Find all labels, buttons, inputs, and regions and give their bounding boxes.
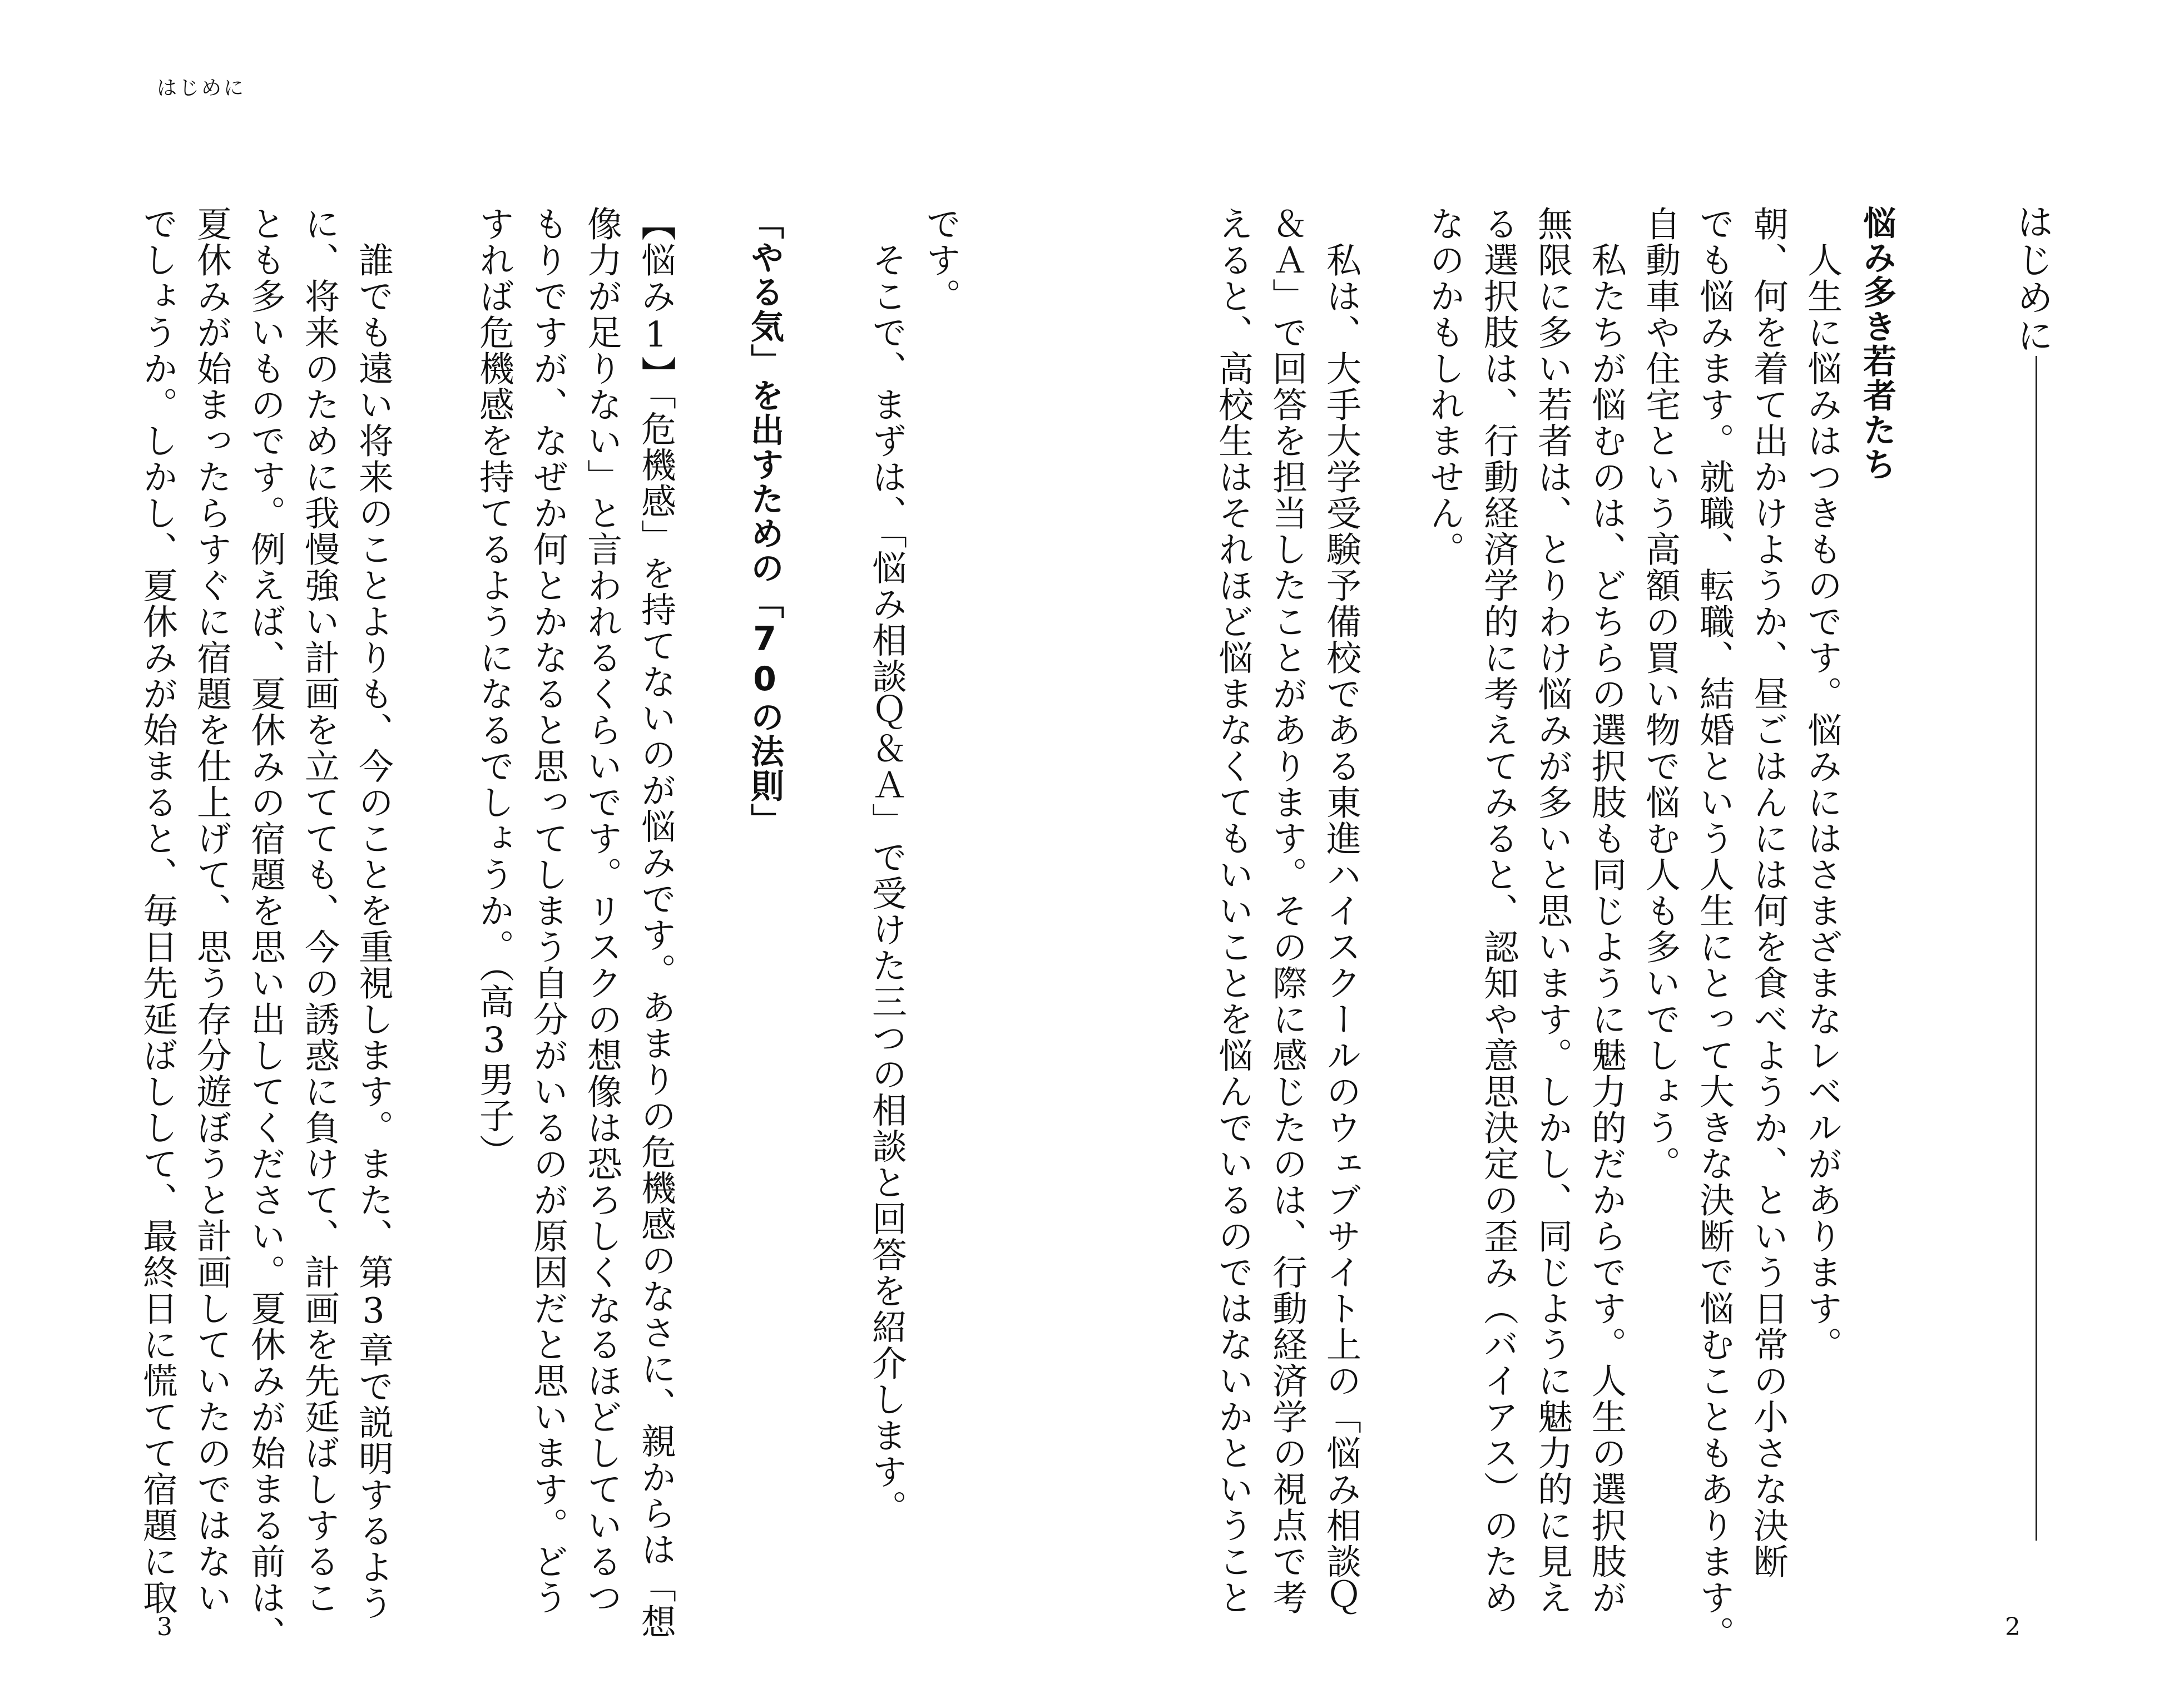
body-line: る選択肢は、行動経済学的に考えてみると、認知や意思決定の歪み（バイアス）のため bbox=[1478, 206, 1519, 1616]
section-heading: 「やる気」を出すための「70の法則」 bbox=[745, 206, 784, 838]
body-line: 人生に悩みはつきものです。悩みにはさまざまなレベルがあります。 bbox=[1802, 206, 1843, 1363]
answer-line: とも多いものです。例えば、夏休みの宿題を思い出してください。夏休みが始まる前は、 bbox=[245, 206, 286, 1652]
body-line: 私は、大手大学受験予備校である東進ハイスクールのウェブサイト上の「悩み相談Ｑ bbox=[1321, 206, 1361, 1616]
body-line: ＆Ａ」で回答を担当したことがあります。その際に感じたのは、行動経済学の視点で考 bbox=[1267, 206, 1308, 1616]
section-heading: 悩み多き若者たち bbox=[1858, 206, 1896, 482]
answer-line: 夏休みが始まったらすぐに宿題を仕上げて、思う存分遊ぼうと計画していたのではない bbox=[191, 206, 232, 1616]
question-line: もりですが、なぜか何とかなると思ってしまう自分がいるのが原因だと思います。どう bbox=[528, 206, 568, 1616]
body-line: 自動車や住宅という高額の買い物で悩む人も多いでしょう。 bbox=[1640, 206, 1681, 1182]
body-line: 私たちが悩むのは、どちらの選択肢も同じように魅力的だからです。人生の選択肢が bbox=[1586, 206, 1627, 1616]
page-number-left: 3 bbox=[157, 1613, 172, 1641]
body-line: えると、高校生はそれほど悩まなくてもいいことを悩んでいるのではないかということ bbox=[1213, 206, 1254, 1616]
body-line: 無限に多い若者は、とりわけ悩みが多いと思います。しかし、同じように魅力的に見え bbox=[1532, 206, 1573, 1616]
answer-line: に、将来のために我慢強い計画を立てても、今の誘惑に負けて、計画を先延ばしするこ bbox=[299, 206, 340, 1616]
question-line: 【悩み1】「危機感」を持てないのが悩みです。あまりの危機感のなさに、親からは「想 bbox=[636, 206, 676, 1640]
page-number-right: 2 bbox=[2005, 1613, 2021, 1641]
body-line: です。 bbox=[920, 206, 961, 314]
question-line: すれば危機感を持てるようになるでしょうか。（高3男子） bbox=[474, 206, 514, 1170]
body-line: なのかもしれません。 bbox=[1424, 206, 1465, 567]
running-head: はじめに bbox=[157, 77, 246, 100]
answer-line: でしょうか。しかし、夏休みが始まると、毎日先延ばしして、最終日に慌てて宿題に取 bbox=[137, 206, 178, 1616]
answer-line: 誰でも遠い将来のことよりも、今のことを重視します。また、第3章で説明するよう bbox=[353, 206, 394, 1621]
chapter-title: はじめに bbox=[2010, 203, 2053, 354]
body-line: 朝、何を着て出かけようか、昼ごはんには何を食べようか、という日常の小さな決断 bbox=[1748, 206, 1789, 1580]
body-line: でも悩みます。就職、転職、結婚という人生にとって大きな決断で悩むこともあります。 bbox=[1694, 206, 1735, 1652]
question-line: 像力が足りない」と言われるくらいです。リスクの想像は恐ろしくなるほどしているつ bbox=[582, 206, 622, 1616]
body-line: そこで、まずは、「悩み相談Ｑ＆Ａ」で受けた三つの相談と回答を紹介します。 bbox=[866, 206, 907, 1526]
title-rule bbox=[2036, 356, 2037, 1541]
